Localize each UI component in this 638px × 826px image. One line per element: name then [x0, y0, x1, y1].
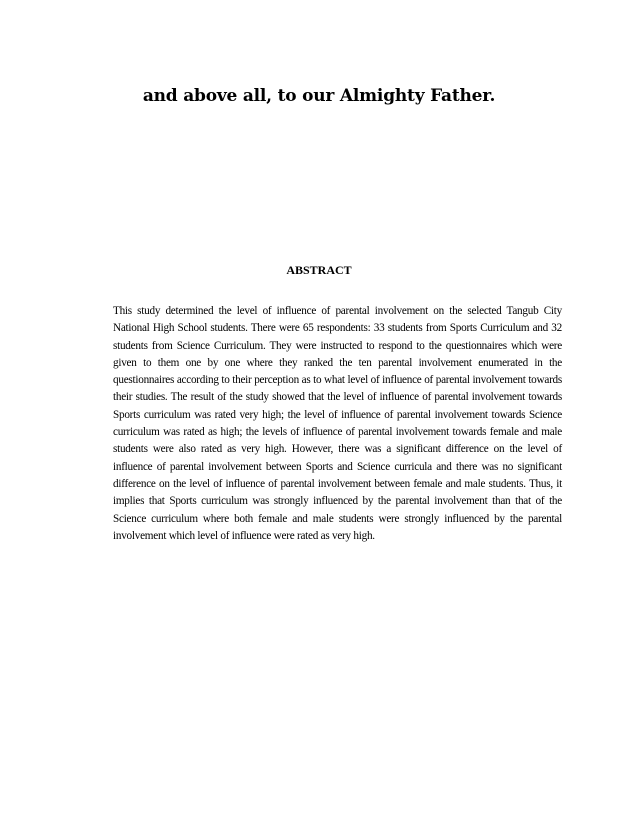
abstract-body: This study determined the level of influence of parental involvement on the selected Tangub City National High School students. There were 65 respondents: 33 students from Sports Curriculum and 32 students from Science Curriculum. They were instructed to respond to the questionnaires which were given to them one by one where they ranked the ten parental involvement enumerated in the questionnaires according to their perception as to what level of influence of parental involvement towards their studies. The result of the study showed that the level of influence of parental involvement towards Sports curriculum was rated very high; the level of influence of parental involvement towards Science curriculum was rated as high; the levels of influence of parental involvement towards female and male students were also rated as very high. However, there was a significant difference on the level of influence of parental involvement between Sports and Science curricula and there was no significant difference on the level of influence of parental involvement between female and male students. Thus, it implies that Sports curriculum was strongly influenced by the parental involvement than that of the Science curriculum where both female and male students were strongly influenced by the parental involvement which level of influence were rated as very high.	[113, 305, 562, 542]
abstract-heading: ABSTRACT	[286, 263, 352, 277]
dedication-line: and above all, to our Almighty Father.	[142, 86, 496, 106]
